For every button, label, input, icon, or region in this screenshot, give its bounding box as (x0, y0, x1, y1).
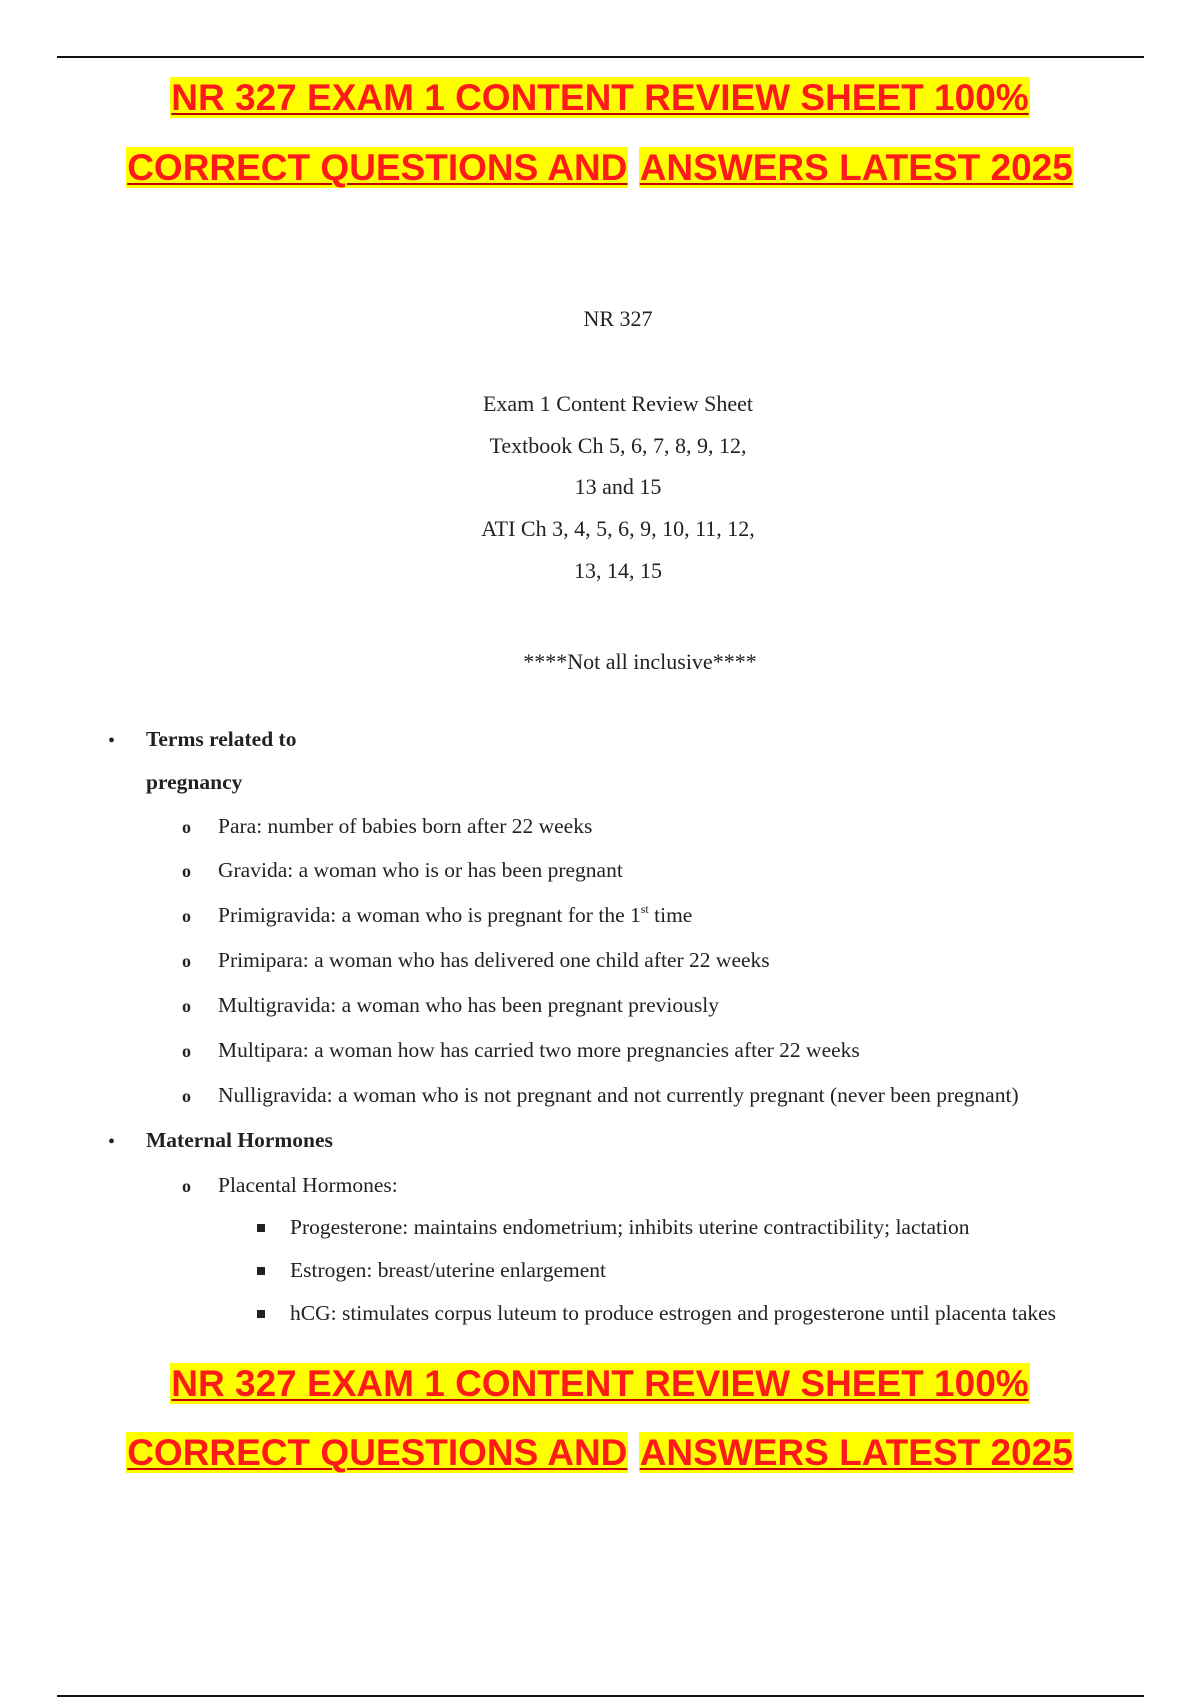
section-heading-terms: Terms related to (146, 727, 297, 751)
hormone-hcg: hCG: stimulates corpus luteum to produce estrogen and progesterone until placenta takes (290, 1301, 1057, 1325)
bullet-o: o (182, 1041, 191, 1061)
bullet-o: o (182, 1176, 191, 1196)
term-nulligravida: Nulligravida: a woman who is not pregnant and not currently pregnant (never been pregnant) (218, 1083, 1019, 1107)
bullet-o: o (182, 996, 191, 1016)
ati-chapters-2: 13, 14, 15 (574, 558, 662, 583)
term-gravida: Gravida: a woman who is or has been pregnant (218, 858, 623, 882)
bullet-dot: • (108, 1131, 116, 1153)
section-heading-terms-cont: pregnancy (146, 770, 243, 794)
bullet-o: o (182, 1086, 191, 1106)
square-bullet (257, 1267, 265, 1275)
placental-hormones-heading: Placental Hormones: (218, 1173, 398, 1197)
bullet-o: o (182, 951, 191, 971)
bullet-o: o (182, 817, 191, 837)
banner-line-2: CORRECT QUESTIONS AND ANSWERS LATEST 2025 (127, 1432, 1073, 1473)
bottom-rule (57, 1695, 1144, 1697)
bullet-o: o (182, 861, 191, 881)
section-heading-hormones: Maternal Hormones (146, 1128, 333, 1152)
square-bullet (257, 1224, 265, 1232)
bullet-o: o (182, 906, 191, 926)
textbook-chapters-1: Textbook Ch 5, 6, 7, 8, 9, 12, (489, 433, 747, 458)
bullet-dot: • (108, 730, 116, 752)
sheet-title: Exam 1 Content Review Sheet (482, 391, 754, 416)
course-code: NR 327 (583, 306, 653, 331)
hormone-estrogen: Estrogen: breast/uterine enlargement (290, 1258, 607, 1282)
term-primigravida: Primigravida: a woman who is pregnant for the 1st time (218, 902, 693, 927)
ati-chapters-1: ATI Ch 3, 4, 5, 6, 9, 10, 11, 12, (481, 516, 755, 541)
term-para: Para: number of babies born after 22 weeks (218, 814, 593, 838)
inclusive-note: ****Not all inclusive**** (523, 649, 757, 674)
banner-line-1: NR 327 EXAM 1 CONTENT REVIEW SHEET 100% (171, 1363, 1029, 1404)
hormone-progesterone: Progesterone: maintains endometrium; inhibits uterine contractibility; lactation (290, 1215, 970, 1239)
top-rule (57, 56, 1144, 58)
banner-line-1: NR 327 EXAM 1 CONTENT REVIEW SHEET 100% (171, 77, 1029, 118)
term-primipara: Primipara: a woman who has delivered one child after 22 weeks (218, 948, 770, 972)
term-multipara: Multipara: a woman how has carried two more pregnancies after 22 weeks (218, 1038, 860, 1062)
banner-line-2: CORRECT QUESTIONS AND ANSWERS LATEST 2025 (127, 147, 1073, 188)
square-bullet (257, 1310, 265, 1318)
term-multigravida: Multigravida: a woman who has been pregnant previously (218, 993, 719, 1017)
textbook-chapters-2: 13 and 15 (574, 474, 662, 499)
